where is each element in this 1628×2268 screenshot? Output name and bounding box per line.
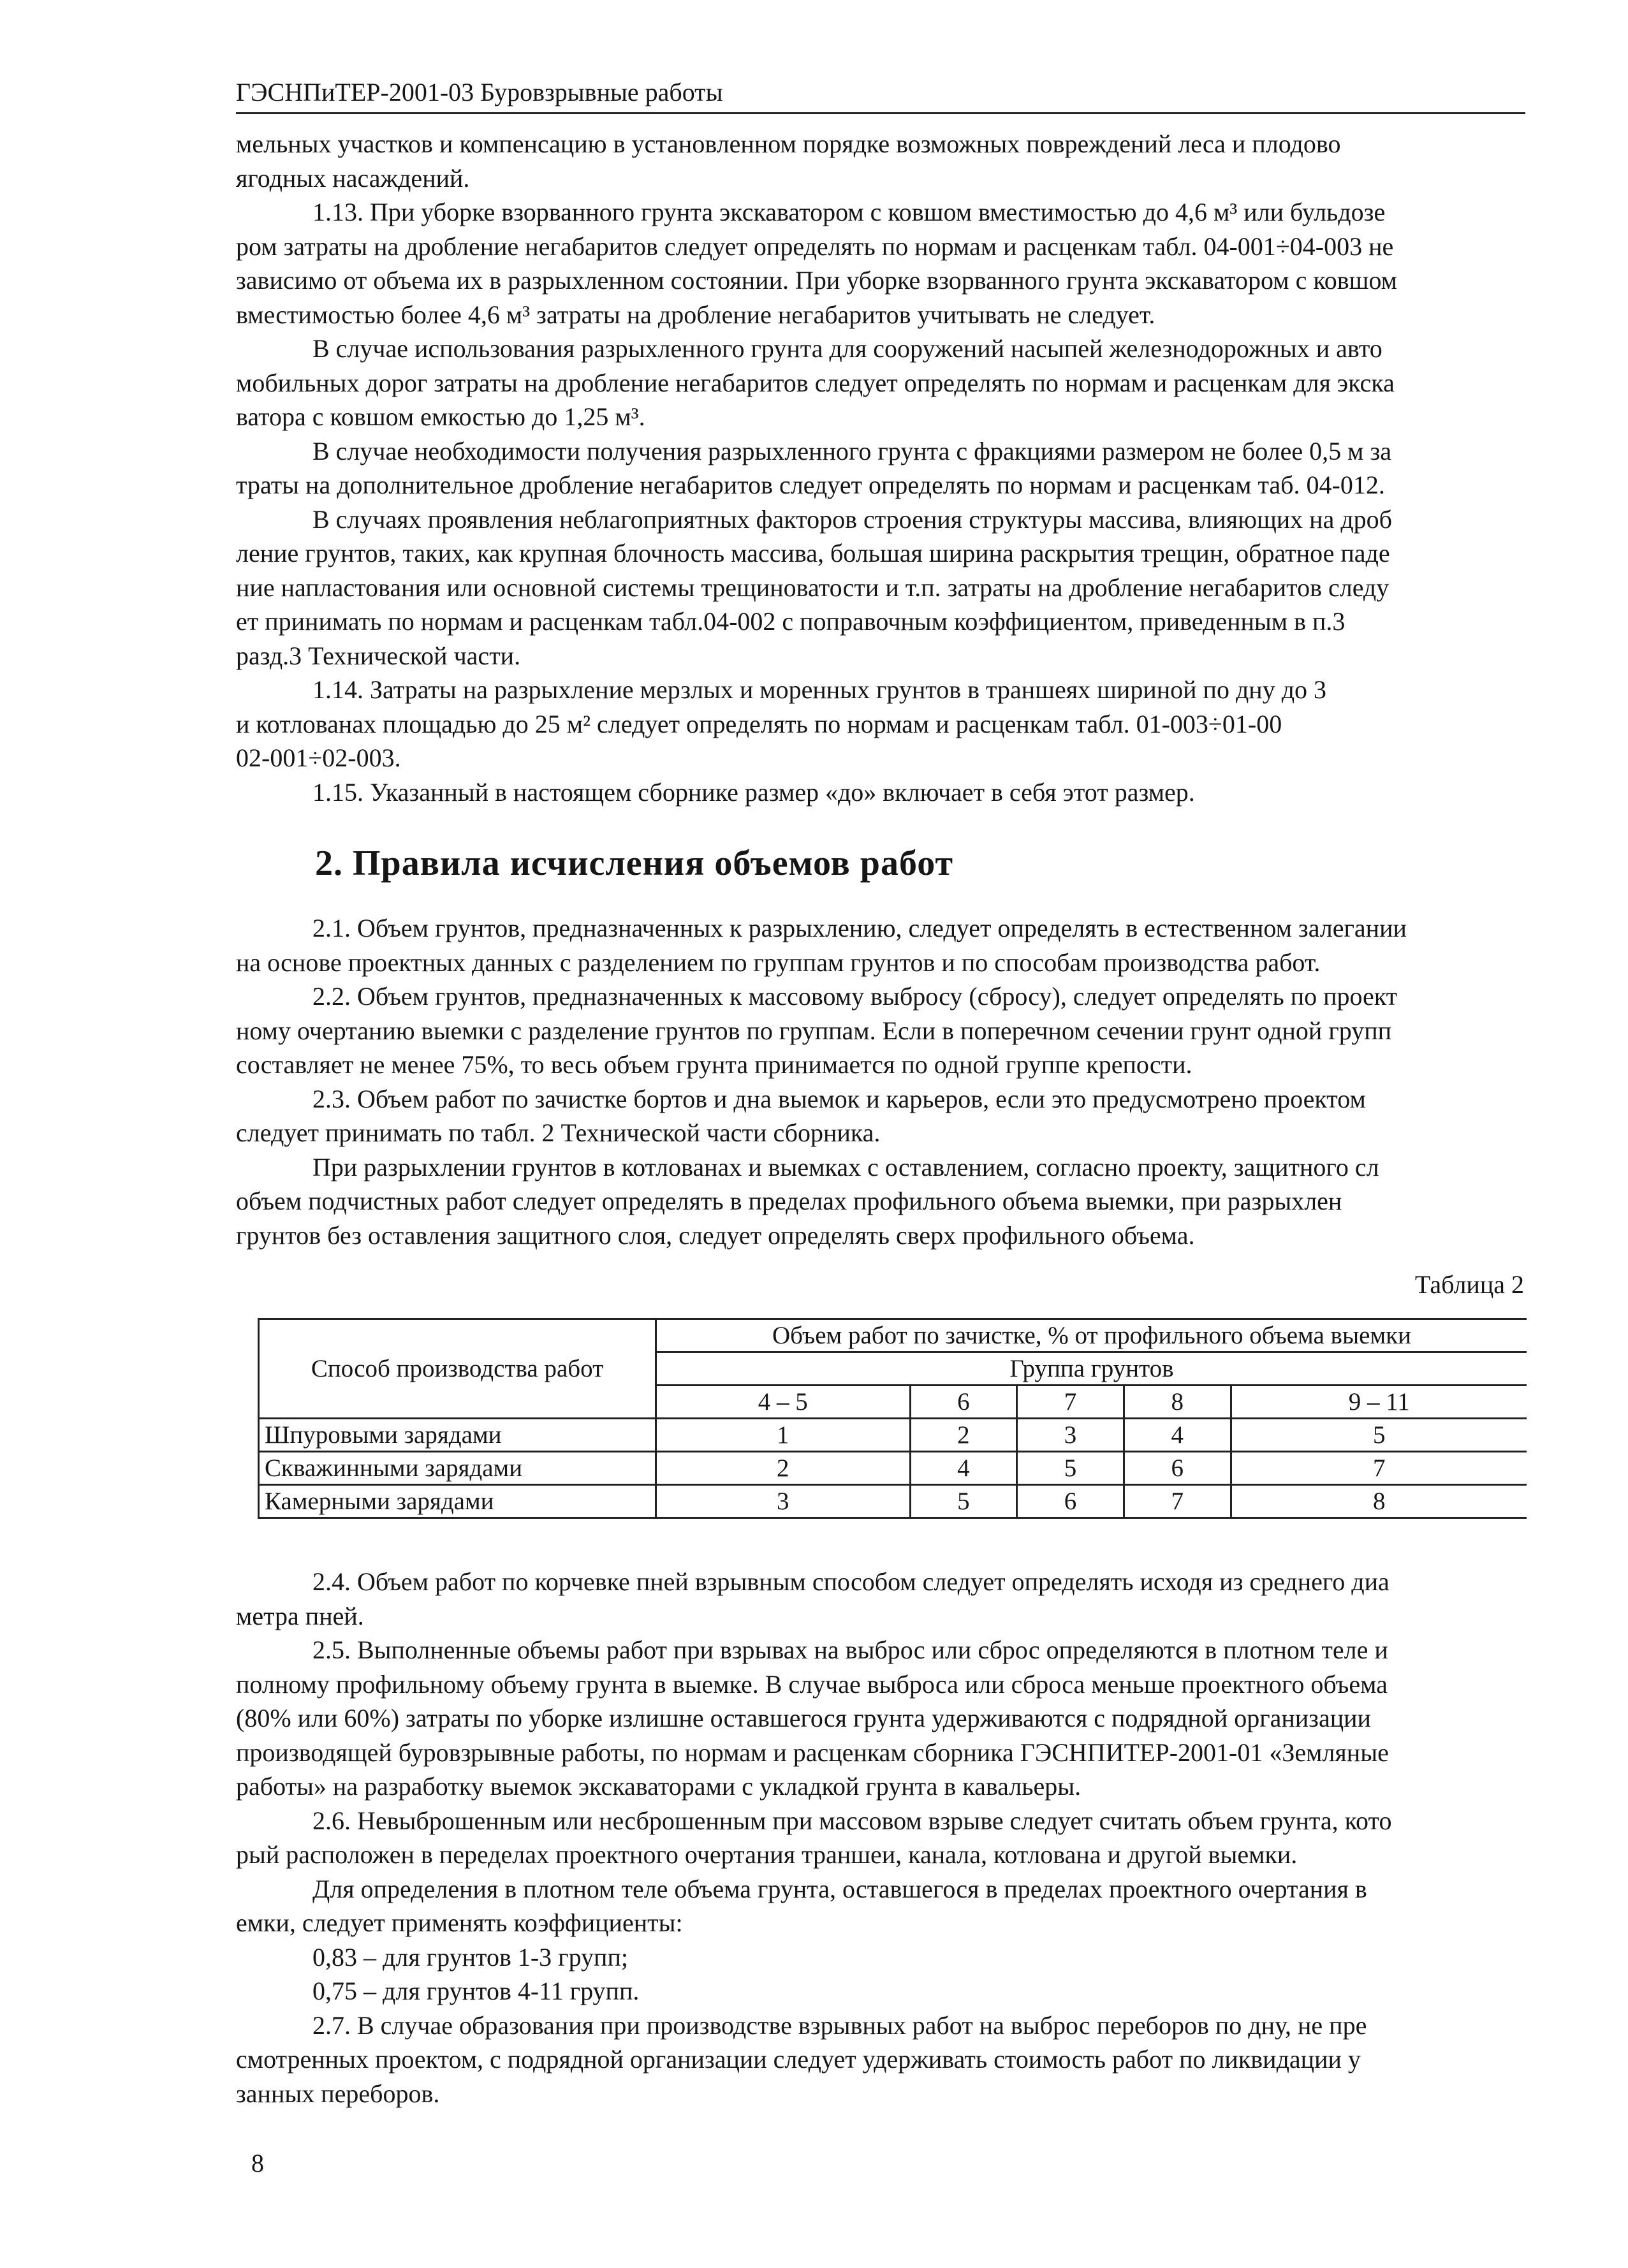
value-cell: 3 xyxy=(1017,1419,1124,1452)
value-cell: 6 xyxy=(1017,1485,1124,1518)
value-cell: 4 xyxy=(1124,1419,1231,1452)
method-cell: Камерными зарядами xyxy=(259,1485,656,1518)
paragraph-line: 1.15. Указанный в настоящем сборнике размер «до» включает в себя этот размер. xyxy=(312,777,1195,807)
intro-text-block xyxy=(236,127,1530,809)
soil-group-label: 6 xyxy=(910,1386,1017,1419)
value-cell: 5 xyxy=(910,1485,1017,1518)
paragraph-line: 1.13. При уборке взорванного грунта экскаватором с ковшом вместимостью до 4,6 м³ или бульдозе xyxy=(312,198,1386,226)
paragraph-line: смотренных проектом, с подрядной организации следует удерживать стоимость работ по ликвидации у xyxy=(236,2045,1361,2074)
method-cell: Скважинными зарядами xyxy=(259,1452,656,1485)
running-header: ГЭСНПиТЕР-2001-03 Буровзрывные работы xyxy=(236,77,1525,114)
paragraph-line: ром затраты на дробление негабаритов следует определять по нормам и расценкам табл. 04-001÷04-003 не xyxy=(236,231,1394,261)
paragraph-line: ягодных насаждений. xyxy=(236,163,470,193)
paragraph-line: ление грунтов, таких, как крупная блочность массива, большая ширина раскрытия трещин, обратное паде xyxy=(236,539,1390,567)
rules-text-block xyxy=(236,911,1530,1252)
paragraph-line: работы» на разработку выемок экскаваторами с укладкой грунта в кавальеры. xyxy=(236,1772,1082,1801)
value-cell: 1 xyxy=(656,1419,911,1452)
table-header-row xyxy=(259,1319,1527,1352)
paragraph-line: ние напластования или основной системы трещиноватости и т.п. затраты на дробление негабаритов следу xyxy=(236,573,1390,602)
value-cell: 2 xyxy=(910,1419,1017,1452)
paragraph-line: мобильных дорог затраты на дробление негабаритов следует определять по нормам и расценкам для экска xyxy=(236,368,1395,397)
document-page xyxy=(236,77,1530,2111)
paragraph-line: 2.6. Невыброшенным или несброшенным при массовом взрыве следует считать объем грунта, кото xyxy=(312,1806,1392,1835)
paragraph-line: В случаях проявления неблагоприятных факторов строения структуры массива, влияющих на дроб xyxy=(312,504,1393,534)
paragraph-line: 0,83 – для грунтов 1-3 групп; xyxy=(312,1942,628,1972)
value-cell: 4 xyxy=(910,1452,1017,1485)
table-row xyxy=(259,1452,1527,1485)
soil-group-label: 7 xyxy=(1017,1386,1124,1419)
paragraph-line: мельных участков и компенсацию в установленном порядке возможных повреждений леса и плодово xyxy=(236,129,1341,158)
section-heading: 2. Правила исчисления объемов работ xyxy=(315,844,953,883)
soil-group-label: 4 – 5 xyxy=(656,1386,911,1419)
paragraph-line: емки, следует применять коэффициенты: xyxy=(236,1908,683,1937)
value-cell: 6 xyxy=(1124,1452,1231,1485)
paragraph-line: ет принимать по нормам и расценкам табл.04-002 с поправочным коэффициентом, приведенным в п.3 xyxy=(236,607,1346,636)
paragraph-line: 02-001÷02-003. xyxy=(236,743,401,772)
table-caption: Таблица 2 xyxy=(1414,1270,1524,1299)
paragraph-line: В случае использования разрыхленного грунта для сооружений насыпей железнодорожных и авто xyxy=(312,334,1382,363)
paragraph-line: 2.5. Выполненные объемы работ при взрывах на выброс или сброс определяются в плотном теле и xyxy=(312,1635,1388,1664)
method-column-header: Способ производства работ xyxy=(259,1319,656,1419)
paragraph-line: вместимостью более 4,6 м³ затраты на дробление негабаритов учитывать не следует. xyxy=(236,300,1155,329)
soil-group-label: 9 – 11 xyxy=(1231,1386,1527,1419)
paragraph-line: на основе проектных данных с разделением по группам грунтов и по способам производства работ. xyxy=(236,947,1321,977)
volume-group-header: Объем работ по зачистке, % от профильного объема выемки xyxy=(656,1319,1527,1352)
paragraph-line: следует принимать по табл. 2 Технической части сборника. xyxy=(236,1118,881,1147)
value-cell: 7 xyxy=(1231,1452,1527,1485)
table-row xyxy=(259,1419,1527,1452)
paragraph-line: и котлованах площадью до 25 м² следует определять по нормам и расценкам табл. 01-003÷01-00 xyxy=(236,709,1282,738)
value-cell: 7 xyxy=(1124,1485,1231,1518)
value-cell: 8 xyxy=(1231,1485,1527,1518)
paragraph-line: 2.7. В случае образования при производстве взрывных работ на выброс переборов по дну, не пре xyxy=(312,2010,1367,2040)
paragraph-line: производящей буровзрывные работы, по нормам и расценкам сборника ГЭСНПИТЕР-2001-01 «Земляные xyxy=(236,1738,1389,1767)
table-row xyxy=(259,1485,1527,1518)
paragraph-line: объем подчистных работ следует определять в пределах профильного объема выемки, при разрыхлен xyxy=(236,1187,1342,1215)
value-cell: 2 xyxy=(656,1452,911,1485)
paragraph-line: грунтов без оставления защитного слоя, следует определять сверх профильного объема. xyxy=(236,1220,1195,1250)
paragraph-line: метра пней. xyxy=(236,1601,364,1630)
paragraph-line: разд.3 Технической части. xyxy=(236,641,521,670)
value-cell: 3 xyxy=(656,1485,911,1518)
paragraph-line: 0,75 – для грунтов 4-11 групп. xyxy=(312,1977,640,2005)
soil-group-label: 8 xyxy=(1124,1386,1231,1419)
paragraph-line: зависимо от объема их в разрыхленном состоянии. При уборке взорванного грунта экскаватором с ковшом xyxy=(236,266,1397,295)
cleanup-volume-table xyxy=(258,1318,1527,1519)
paragraph-line: При разрыхлении грунтов в котлованах и выемках с оставлением, согласно проекту, защитного сл xyxy=(312,1152,1379,1182)
paragraph-line: рый расположен в переделах проектного очертания траншеи, канала, котлована и другой выемки. xyxy=(236,1840,1298,1869)
paragraph-line: Для определения в плотном теле объема грунта, оставшегося в пределах проектного очертания в xyxy=(312,1874,1367,1903)
paragraph-line: 2.2. Объем грунтов, предназначенных к массовому выбросу (сбросу), следует определять по проект xyxy=(312,982,1398,1011)
paragraph-line: составляет не менее 75%, то весь объем грунта принимается по одной группе крепости. xyxy=(236,1050,1192,1079)
paragraph-line: ватора с ковшом емкостью до 1,25 м³. xyxy=(236,402,645,431)
paragraph-line: 2.4. Объем работ по корчевке пней взрывным способом следует определять исходя из среднего диа xyxy=(312,1567,1390,1596)
page-number: 8 xyxy=(251,2149,264,2177)
paragraph-line: занных переборов. xyxy=(236,2079,440,2108)
paragraph-line: (80% или 60%) затраты по уборке излишне оставшегося грунта удерживаются с подрядной организации xyxy=(236,1704,1371,1732)
soil-group-header: Группа грунтов xyxy=(656,1352,1527,1386)
paragraph-line: 1.14. Затраты на разрыхление мерзлых и моренных грунтов в траншеях шириной по дну до 3 xyxy=(312,675,1327,704)
paragraph-line: 2.3. Объем работ по зачистке бортов и дна выемок и карьеров, если это предусмотрено проектом xyxy=(312,1084,1366,1113)
paragraph-line: 2.1. Объем грунтов, предназначенных к разрыхлению, следует определять в естественном залегании xyxy=(312,914,1407,942)
closing-text-block xyxy=(236,1565,1530,2111)
paragraph-line: ному очертанию выемки с разделение грунтов по группам. Если в поперечном сечении грунт одной групп xyxy=(236,1016,1392,1045)
value-cell: 5 xyxy=(1017,1452,1124,1485)
method-cell: Шпуровыми зарядами xyxy=(259,1419,656,1452)
paragraph-line: В случае необходимости получения разрыхленного грунта с фракциями размером не более 0,5 м за xyxy=(312,436,1392,465)
paragraph-line: траты на дополнительное дробление негабаритов следует определять по нормам и расценкам таб. 04-012. xyxy=(236,471,1385,499)
value-cell: 5 xyxy=(1231,1419,1527,1452)
paragraph-line: полному профильному объему грунта в выемке. В случае выброса или сброса меньше проектного объема xyxy=(236,1669,1388,1699)
